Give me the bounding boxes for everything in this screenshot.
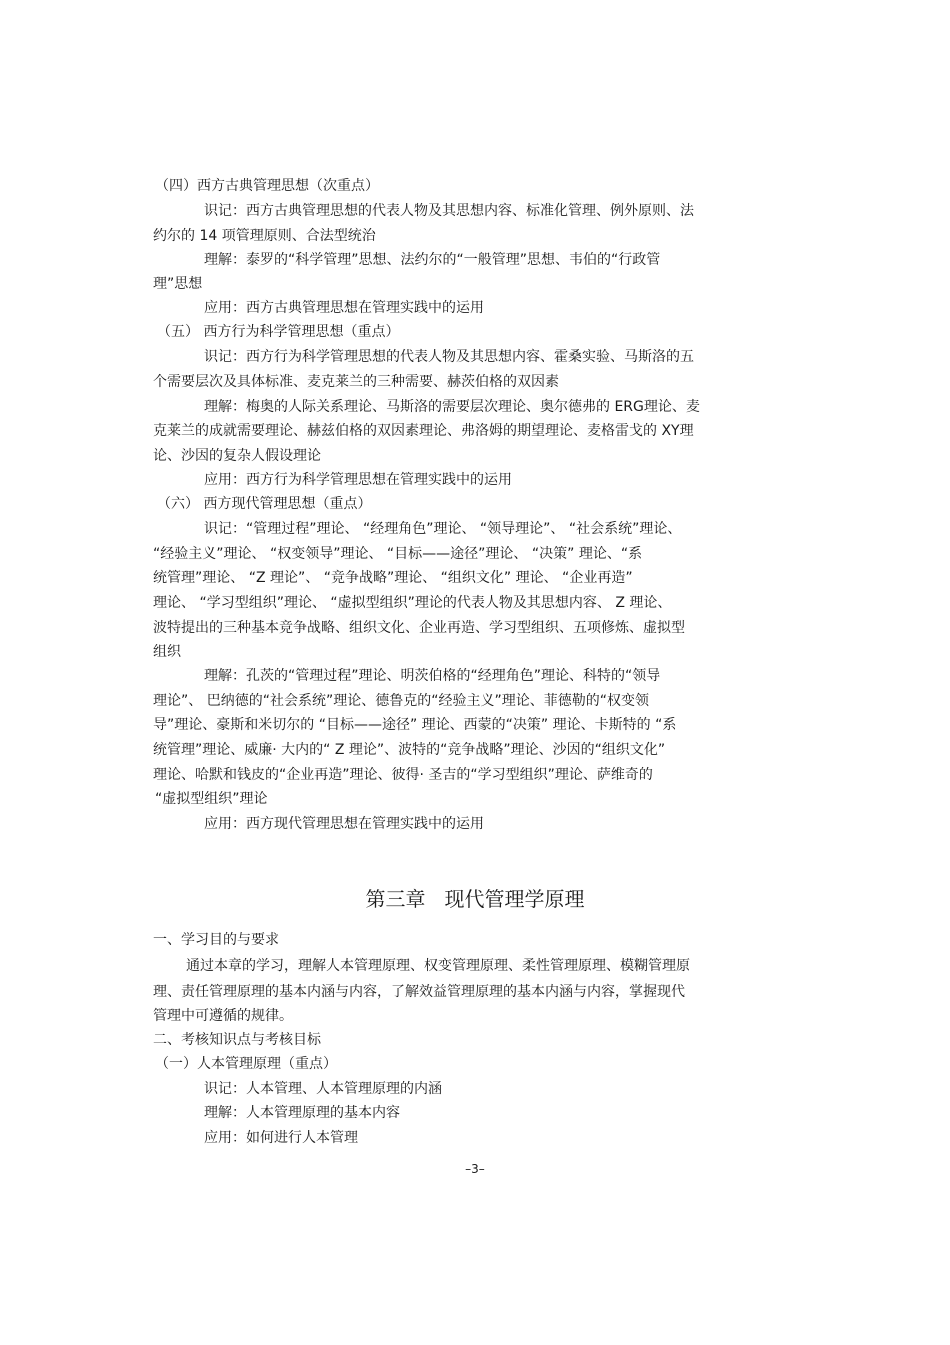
paragraph-line: 导”理论、豪斯和米切尔的 “目标——途径” 理论、西蒙的“决策” 理论、卡斯特的 “系 <box>153 717 677 733</box>
paragraph-line: 克莱兰的成就需要理论、赫兹伯格的双因素理论、弗洛姆的期望理论、麦格雷戈的 XY理 <box>153 423 694 439</box>
paragraph-line: “经验主义”理论、 “权变领导”理论、 “目标——途径”理论、 “决策” 理论、“系 <box>153 546 643 562</box>
page-number: –3– <box>465 1162 485 1176</box>
paragraph-line: 识记：西方古典管理思想的代表人物及其思想内容、标准化管理、例外原则、法 <box>204 203 694 219</box>
paragraph-line: 理论、哈默和钱皮的“企业再造”理论、彼得· 圣吉的“学习型组织”理论、萨维奇的 <box>153 767 653 783</box>
paragraph-line: 理论、 “学习型组织”理论、 “虚拟型组织”理论的代表人物及其思想内容、 Z 理论、 <box>153 595 672 611</box>
paragraph-line: 应用：如何进行人本管理 <box>204 1130 358 1146</box>
paragraph-line: 波特提出的三种基本竞争战略、组织文化、企业再造、学习型组织、五项修炼、虚拟型 <box>153 620 685 636</box>
paragraph-line: 个需要层次及具体标准、麦克莱兰的三种需要、赫茨伯格的双因素 <box>153 374 559 390</box>
paragraph-line: 约尔的 14 项管理原则、合法型统治 <box>153 228 376 244</box>
paragraph-line: 统管理”理论、威廉· 大内的“ Z 理论”、波特的“竞争战略”理论、沙因的“组织文化” <box>153 742 666 758</box>
paragraph-line: 应用：西方古典管理思想在管理实践中的运用 <box>204 300 484 316</box>
paragraph-line: 理解：梅奥的人际关系理论、马斯洛的需要层次理论、奥尔德弗的 ERG理论、麦 <box>204 399 700 415</box>
paragraph-line: 论、沙因的复杂人假设理论 <box>153 448 321 464</box>
paragraph-line: 理”思想 <box>153 276 203 292</box>
paragraph-line: 理、责任管理原理的基本内涵与内容，了解效益管理原理的基本内涵与内容，掌握现代 <box>153 984 685 1000</box>
paragraph-line: 组织 <box>153 644 181 660</box>
section-heading: 二、考核知识点与考核目标 <box>153 1032 321 1048</box>
paragraph-line: 通过本章的学习，理解人本管理原理、权变管理原理、柔性管理原理、模糊管理原 <box>186 958 690 974</box>
section-heading: 一、学习目的与要求 <box>153 932 279 948</box>
paragraph-line: 识记：人本管理、人本管理原理的内涵 <box>204 1081 442 1097</box>
section-heading-4: （四）西方古典管理思想（次重点） <box>155 178 379 194</box>
chapter-title: 第三章 现代管理学原理 <box>365 887 585 911</box>
section-heading-6: （六） 西方现代管理思想（重点） <box>157 496 372 512</box>
paragraph-line: 识记：西方行为科学管理思想的代表人物及其思想内容、霍桑实验、马斯洛的五 <box>204 349 694 365</box>
paragraph-line: 应用：西方行为科学管理思想在管理实践中的运用 <box>204 472 512 488</box>
paragraph-line: 管理中可遵循的规律。 <box>153 1008 293 1024</box>
paragraph-line: 理解：泰罗的“科学管理”思想、法约尔的“一般管理”思想、韦伯的“行政管 <box>204 252 661 268</box>
paragraph-line: “虚拟型组织”理论 <box>155 791 268 807</box>
paragraph-line: 识记：“管理过程”理论、 “经理角色”理论、 “领导理论”、 “社会系统”理论、 <box>204 521 682 537</box>
subsection-heading: （一）人本管理原理（重点） <box>155 1056 337 1072</box>
paragraph-line: 理解：人本管理原理的基本内容 <box>204 1105 400 1121</box>
section-heading-5: （五） 西方行为科学管理思想（重点） <box>157 324 400 340</box>
paragraph-line: 应用：西方现代管理思想在管理实践中的运用 <box>204 816 484 832</box>
paragraph-line: 理解：孔茨的“管理过程”理论、明茨伯格的“经理角色”理论、科特的“领导 <box>204 668 661 684</box>
paragraph-line: 统管理”理论、 “Z 理论”、 “竞争战略”理论、 “组织文化” 理论、 “企业再造” <box>153 570 633 586</box>
paragraph-line: 理论”、 巴纳德的“社会系统”理论、德鲁克的“经验主义”理论、菲德勒的“权变领 <box>153 693 649 709</box>
